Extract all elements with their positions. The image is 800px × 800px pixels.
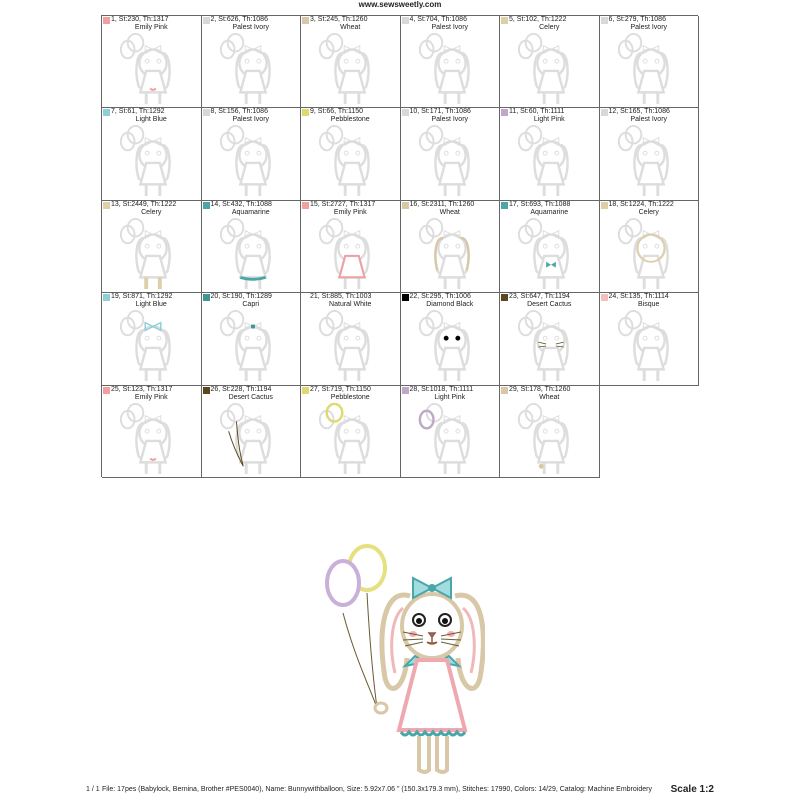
dress-hem — [401, 732, 465, 735]
color-swatch — [302, 109, 309, 116]
color-swatch — [302, 294, 309, 301]
page-number: 1 / 1 — [86, 786, 100, 793]
step-info: 2, St:626, Th:1086 — [210, 16, 268, 23]
step-info: 4, St:704, Th:1086 — [409, 16, 467, 23]
design-preview — [315, 538, 485, 778]
color-swatch — [103, 109, 110, 116]
step-thumbnail — [516, 124, 586, 198]
color-swatch — [402, 109, 409, 116]
step-thumbnail — [218, 32, 288, 106]
step-info: 1, St:230, Th:1317 — [111, 16, 169, 23]
step-thumbnail — [317, 217, 387, 291]
color-step-cell — [301, 201, 401, 293]
left-leg — [419, 736, 429, 772]
color-step-grid — [101, 15, 698, 477]
color-swatch — [601, 202, 608, 209]
thread-color-name: Aquamarine — [530, 208, 569, 216]
step-thumbnail — [417, 32, 487, 106]
color-step-cell — [102, 108, 202, 200]
bunny-head — [402, 594, 462, 658]
color-swatch — [203, 202, 210, 209]
step-thumbnail — [417, 402, 487, 476]
step-thumbnail — [218, 309, 288, 383]
step-thumbnail — [616, 32, 686, 106]
color-step-cell — [401, 201, 501, 293]
color-swatch — [501, 294, 508, 301]
thread-color-name: Palest Ivory — [232, 24, 270, 31]
step-thumbnail — [317, 309, 387, 383]
thread-color-name: Wheat — [439, 208, 460, 216]
color-swatch — [203, 17, 210, 24]
color-swatch — [601, 17, 608, 24]
color-step-cell — [500, 108, 600, 200]
step-thumbnail — [118, 124, 188, 198]
step-info: 29, St:178, Th:1260 — [509, 385, 571, 393]
scale-label: Scale 1:2 — [670, 784, 714, 795]
color-swatch — [203, 387, 210, 394]
thread-color-name: Celery — [141, 208, 162, 216]
step-info: 9, St:66, Th:1150 — [310, 108, 364, 116]
color-swatch — [203, 294, 210, 301]
thread-color-name: Capri — [242, 301, 260, 309]
design-info: File: 17pes (Babylock, Bernina, Brother #PES0040), Name: Bunnywithballoon, Size: 5.92x7.06 " (150.3x179.3 mm), Stitches: 17990, Colors: 14/29, Catalog: Machine Embroidery — [102, 786, 652, 793]
color-step-cell — [301, 108, 401, 200]
color-swatch — [601, 109, 608, 116]
step-thumbnail — [516, 32, 586, 106]
color-step-cell — [401, 386, 501, 478]
step-info: 19, St:871, Th:1292 — [111, 293, 173, 301]
step-info: 15, St:2727, Th:1317 — [310, 200, 376, 208]
step-thumbnail — [317, 32, 387, 106]
step-thumbnail — [118, 32, 188, 106]
site-title: www.sewsweetly.com — [358, 0, 442, 9]
step-info: 18, St:1224, Th:1222 — [608, 200, 674, 208]
step-info: 6, St:279, Th:1086 — [608, 16, 666, 23]
step-info: 8, St:156, Th:1086 — [210, 108, 268, 116]
color-step-cell — [600, 201, 700, 293]
step-thumbnail — [417, 124, 487, 198]
thread-color-name: Diamond Black — [426, 301, 474, 309]
empty-cell — [600, 386, 700, 478]
color-swatch — [302, 17, 309, 24]
color-step-cell — [102, 201, 202, 293]
step-info: 10, St:171, Th:1086 — [409, 108, 471, 116]
dress — [399, 660, 465, 730]
color-step-cell — [102, 293, 202, 385]
thread-color-name: Light Pink — [434, 393, 466, 401]
color-step-cell — [401, 16, 501, 108]
color-swatch — [103, 387, 110, 394]
color-step-cell — [500, 293, 600, 385]
thread-color-name: Pebblestone — [330, 116, 370, 124]
thread-color-name: Celery — [539, 24, 560, 31]
color-swatch — [103, 17, 110, 24]
step-thumbnail — [218, 402, 288, 476]
color-swatch — [402, 17, 409, 24]
step-info: 3, St:245, Th:1260 — [310, 16, 368, 23]
thread-color-name: Emily Pink — [333, 208, 367, 216]
step-info: 11, St:60, Th:1111 — [509, 108, 565, 116]
step-info: 28, St:1018, Th:1111 — [409, 385, 474, 393]
thread-color-name: Palest Ivory — [431, 24, 469, 31]
color-step-cell — [600, 16, 700, 108]
step-thumbnail — [317, 124, 387, 198]
color-step-cell — [202, 386, 302, 478]
thread-color-name: Palest Ivory — [232, 116, 270, 124]
color-swatch — [402, 202, 409, 209]
color-step-cell — [202, 201, 302, 293]
color-swatch — [501, 109, 508, 116]
color-swatch — [601, 294, 608, 301]
thread-color-name: Wheat — [340, 24, 361, 31]
color-swatch — [302, 387, 309, 394]
step-thumbnail — [118, 309, 188, 383]
step-thumbnail — [616, 217, 686, 291]
step-info: 5, St:102, Th:1222 — [509, 16, 567, 23]
step-info: 27, St:719, Th:1150 — [310, 385, 371, 393]
step-info: 12, St:165, Th:1086 — [608, 108, 670, 116]
step-info: 24, St:135, Th:1114 — [608, 293, 669, 301]
step-thumbnail — [317, 402, 387, 476]
step-info: 22, St:295, Th:1006 — [409, 293, 471, 301]
color-step-cell — [202, 108, 302, 200]
color-step-cell — [202, 293, 302, 385]
color-swatch — [103, 202, 110, 209]
step-thumbnail — [516, 217, 586, 291]
thread-color-name: Aquamarine — [231, 208, 270, 216]
color-step-cell — [301, 16, 401, 108]
thread-color-name: Light Blue — [135, 116, 167, 124]
color-swatch — [501, 387, 508, 394]
color-step-cell — [401, 108, 501, 200]
thread-color-name: Palest Ivory — [630, 116, 668, 124]
step-thumbnail — [616, 309, 686, 383]
step-thumbnail — [616, 124, 686, 198]
thread-color-name: Wheat — [539, 393, 560, 401]
step-info: 14, St:432, Th:1088 — [210, 200, 272, 208]
color-step-cell — [500, 16, 600, 108]
step-thumbnail — [516, 309, 586, 383]
thread-color-name: Emily Pink — [134, 393, 168, 401]
color-swatch — [501, 202, 508, 209]
step-info: 26, St:228, Th:1194 — [210, 385, 272, 393]
step-info: 23, St:647, Th:1194 — [509, 293, 570, 301]
color-swatch — [501, 17, 508, 24]
step-thumbnail — [417, 309, 487, 383]
color-step-cell — [600, 108, 700, 200]
step-thumbnail — [118, 402, 188, 476]
step-thumbnail — [218, 124, 288, 198]
step-info: 16, St:2311, Th:1260 — [409, 200, 475, 208]
step-thumbnail — [118, 217, 188, 291]
thread-color-name: Pebblestone — [330, 393, 370, 401]
thread-color-name: Palest Ivory — [431, 116, 469, 124]
thread-color-name: Emily Pink — [134, 24, 168, 31]
thread-color-name: Natural White — [329, 301, 372, 309]
color-step-cell — [301, 386, 401, 478]
color-swatch — [402, 294, 409, 301]
step-thumbnail — [516, 402, 586, 476]
step-info: 20, St:190, Th:1289 — [210, 293, 272, 301]
thread-color-name: Desert Cactus — [228, 393, 273, 401]
thread-color-name: Light Blue — [135, 301, 167, 309]
step-thumbnail — [218, 217, 288, 291]
step-info: 21, St:885, Th:1003 — [310, 293, 372, 301]
step-info: 13, St:2449, Th:1222 — [111, 200, 177, 208]
color-step-cell — [600, 293, 700, 385]
step-thumbnail — [417, 217, 487, 291]
color-step-cell — [102, 386, 202, 478]
thread-color-name: Desert Cactus — [527, 301, 572, 309]
thread-color-name: Light Pink — [533, 116, 565, 124]
color-step-cell — [500, 386, 600, 478]
color-step-cell — [301, 293, 401, 385]
color-step-cell — [102, 16, 202, 108]
color-swatch — [103, 294, 110, 301]
color-swatch — [302, 202, 309, 209]
balloon-string — [367, 593, 377, 708]
thread-color-name: Palest Ivory — [630, 24, 668, 31]
step-info: 7, St:61, Th:1292 — [111, 108, 165, 116]
right-leg — [437, 736, 447, 772]
thread-color-name: Bisque — [638, 301, 660, 309]
color-step-cell — [500, 201, 600, 293]
hand — [375, 703, 387, 713]
color-swatch — [402, 387, 409, 394]
purple-balloon — [327, 561, 359, 605]
color-swatch — [203, 109, 210, 116]
color-step-cell — [202, 16, 302, 108]
thread-color-name: Celery — [638, 208, 659, 216]
color-step-cell — [401, 293, 501, 385]
step-info: 17, St:693, Th:1088 — [509, 200, 571, 208]
step-info: 25, St:123, Th:1317 — [111, 385, 173, 393]
